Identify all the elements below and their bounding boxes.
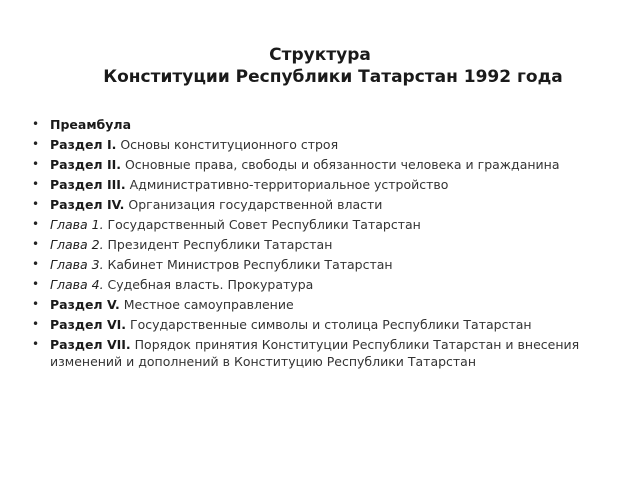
item-lead: Глава 1. <box>50 217 104 232</box>
list-item <box>32 336 592 370</box>
bullet-icon: • <box>32 217 40 231</box>
list-item <box>32 176 592 193</box>
bullet-icon: • <box>32 197 40 211</box>
list-item <box>32 256 592 273</box>
list-item <box>32 296 592 313</box>
item-text: Основные права, свободы и обязанности человека и гражданина <box>121 157 560 172</box>
bullet-icon: • <box>32 297 40 311</box>
item-lead: Раздел III. <box>50 177 126 192</box>
list-item <box>32 316 592 333</box>
list-item <box>32 276 592 293</box>
item-text: Основы конституционного строя <box>116 137 339 152</box>
list-item <box>32 156 592 173</box>
bullet-icon: • <box>32 117 40 131</box>
item-lead: Раздел II. <box>50 157 121 172</box>
bullet-icon: • <box>32 277 40 291</box>
item-text: Административно-территориальное устройство <box>125 177 449 192</box>
item-lead: Раздел I. <box>50 137 117 152</box>
item-lead: Раздел VII. <box>50 337 131 352</box>
item-lead: Глава 2. <box>50 237 104 252</box>
bullet-icon: • <box>32 237 40 251</box>
title-line-2: Конституции Республики Татарстан 1992 года <box>103 67 563 87</box>
bullet-icon: • <box>32 337 40 351</box>
item-text: Государственный Совет Республики Татарстан <box>103 217 421 232</box>
title-line-1: Структура <box>269 45 371 65</box>
list-item <box>32 136 592 153</box>
bullet-icon: • <box>32 317 40 331</box>
item-lead: Раздел VI. <box>50 317 127 332</box>
item-lead: Глава 4. <box>50 277 104 292</box>
item-lead: Раздел IV. <box>50 197 125 212</box>
list-item <box>32 216 592 233</box>
item-lead: Преамбула <box>50 117 132 132</box>
item-text: Государственные символы и столица Республики Татарстан <box>126 317 532 332</box>
item-text: Организация государственной власти <box>124 197 383 212</box>
list-item <box>32 236 592 253</box>
bullet-icon: • <box>32 137 40 151</box>
item-text: Кабинет Министров Республики Татарстан <box>103 257 393 272</box>
item-text: Президент Республики Татарстан <box>103 237 333 252</box>
slide-title <box>0 44 640 88</box>
item-text: Порядок принятия Конституции Республики Татарстан и внесения изменений и дополнений в Конституцию Республики Татарстан <box>50 337 580 369</box>
bullet-icon: • <box>32 257 40 271</box>
structure-list <box>32 116 592 373</box>
item-lead: Глава 3. <box>50 257 104 272</box>
item-text: Местное самоуправление <box>119 297 294 312</box>
bullet-icon: • <box>32 177 40 191</box>
item-lead: Раздел V. <box>50 297 120 312</box>
list-item <box>32 116 592 133</box>
bullet-icon: • <box>32 157 40 171</box>
item-text: Судебная власть. Прокуратура <box>103 277 314 292</box>
list-item <box>32 196 592 213</box>
